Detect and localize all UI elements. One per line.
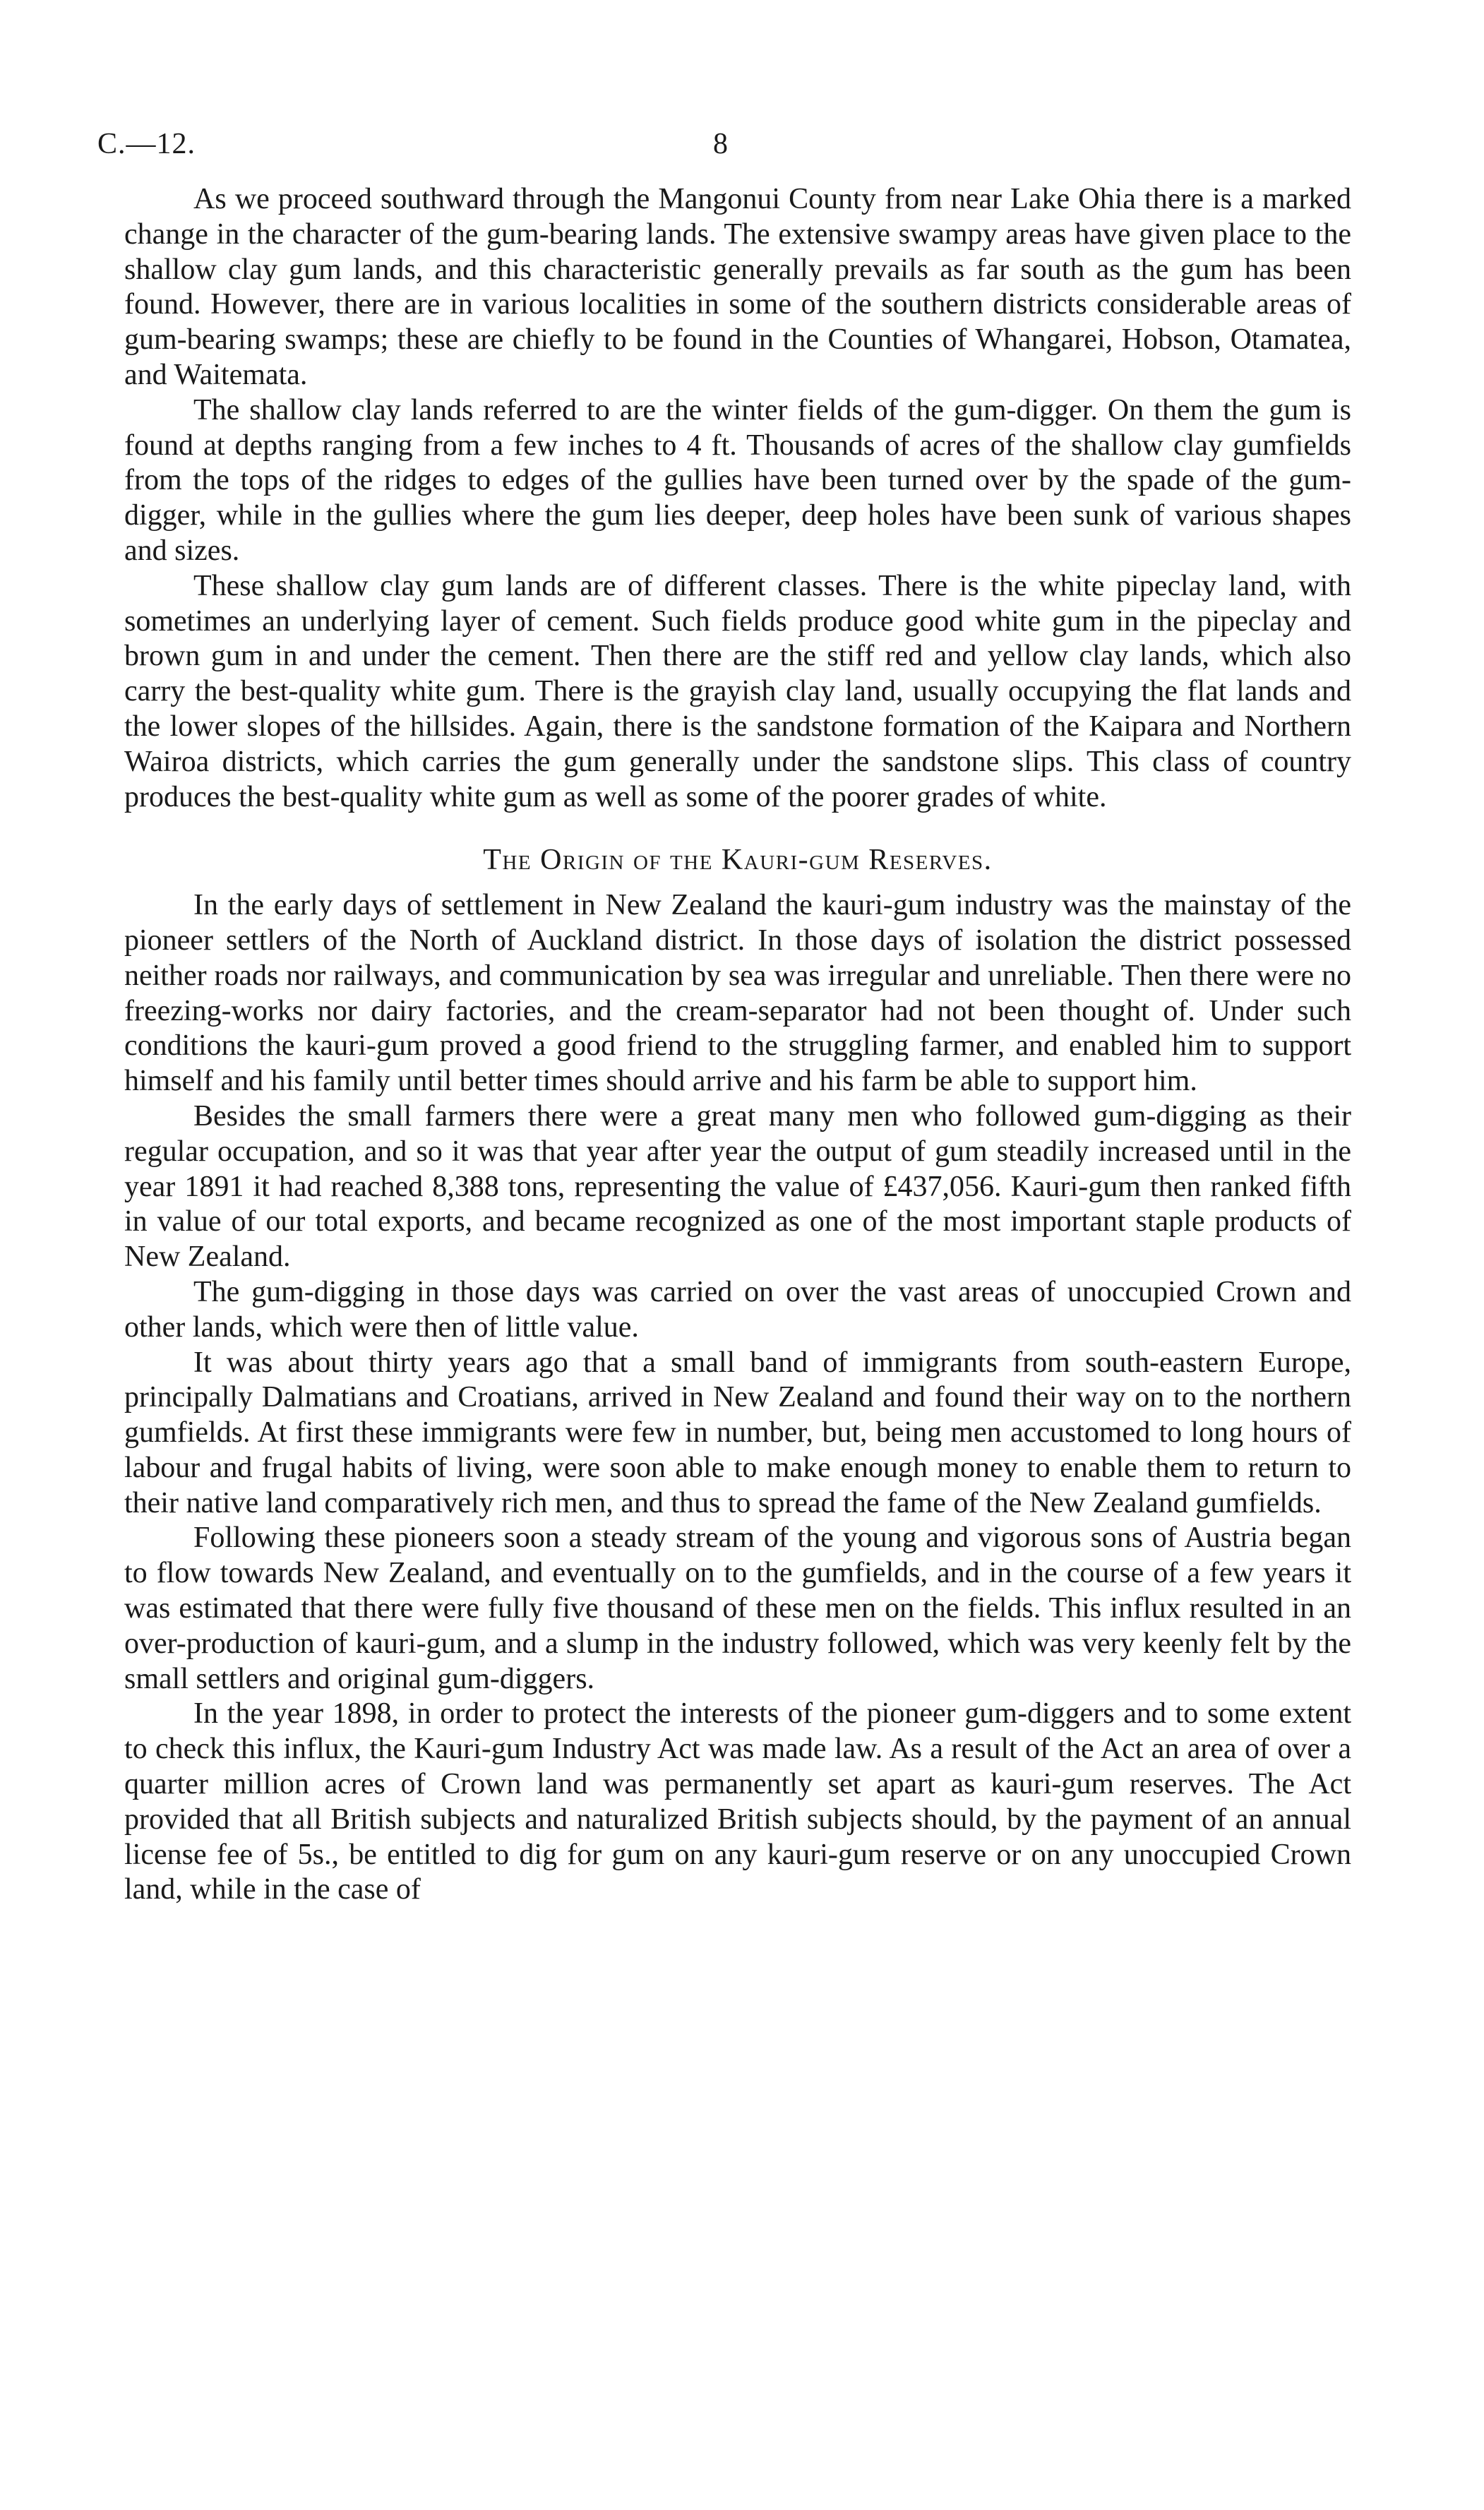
page-number: 8 [713, 128, 728, 160]
document-code: C.—12. [97, 128, 196, 160]
paragraph: It was about thirty years ago that a small band of immigrants from south-eastern Europe, principally Dalmatians and Croatians, arrived in New Zealand and found their way on to the northern gumfields. At first these immigrants were few in number, but, being men accustomed to long hours of labour and frugal habits of living, were soon able to make enough money to enable them to return to their native land comparatively rich men, and thus to spread the fame of the New Zealand gumfields. [124, 1346, 1351, 1519]
paragraph: Following these pioneers soon a steady stream of the young and vigorous sons of Austria began to flow towards New Zealand, and eventually on to the gumfields, and in the course of a few years it was estimated that there were fully five thousand of these men on the fields. This influx resulted in an over-production of kauri-gum, and a slump in the industry followed, which was very keenly felt by the small settlers and original gum-diggers. [124, 1522, 1351, 1695]
paragraph: Besides the small farmers there were a great many men who followed gum-digging as their regular occupation, and so it was that year after year the output of gum steadily increased until in the year 1891 it had reached 8,388 tons, representing the value of £437,056. Kauri-gum then ranked fifth in value of our total exports, and became recognized as one of the most important staple products of New Zealand. [124, 1099, 1351, 1274]
paragraph: These shallow clay gum lands are of different classes. There is the white pipeclay land, with sometimes an underlying layer of cement. Such fields produce good white gum in the pipeclay and brown gum in and under the cement. Then there are the stiff red and yellow clay lands, which also carry the best-quality white gum. There is the grayish clay land, usually occupying the flat lands and the lower slopes of the hillsides. Again, there is the sandstone formation of the Kaipara and Northern Wairoa districts, which carries the gum generally under the sandstone slips. This class of country produces the best-quality white gum as well as some of the poorer grades of white. [124, 569, 1351, 813]
paragraph: The gum-digging in those days was carried on over the vast areas of unoccupied Crown and other lands, which were then of little value. [124, 1275, 1351, 1344]
paragraph: In the early days of settlement in New Zealand the kauri-gum industry was the mainstay of the pioneer settlers of the North of Auckland district. In those days of isolation the district possessed neither roads nor railways, and communication by sea was irregular and unreliable. Then there were no freezing-works nor dairy factories, and the cream-separator had not been thought of. Under such conditions the kauri-gum proved a good friend to the struggling farmer, and enabled him to support himself and his family until better times should arrive and his farm be able to support him. [124, 889, 1351, 1098]
section-heading: The Origin of the Kauri-gum Reserves. [483, 844, 993, 877]
paragraph: As we proceed southward through the Mangonui County from near Lake Ohia there is a marked change in the character of the gum-bearing lands. The extensive swampy areas have given place to the shallow clay gum lands, and this characteristic generally prevails as far south as the gum has been found. However, there are in various localities in some of the southern districts considerable areas of gum-bearing swamps; these are chiefly to be found in the Counties of Whangarei, Hobson, Otamatea, and Waitemata. [124, 183, 1351, 391]
paragraph: The shallow clay lands referred to are the winter fields of the gum-digger. On them the gum is found at depths ranging from a few inches to 4 ft. Thousands of acres of the shallow clay gumfields from the tops of the ridges to edges of the gullies have been turned over by the spade of the gum-digger, while in the gullies where the gum lies deeper, deep holes have been sunk of various shapes and sizes. [124, 393, 1351, 567]
paragraph: In the year 1898, in order to protect the interests of the pioneer gum-diggers and to some extent to check this influx, the Kauri-gum Industry Act was made law. As a result of the Act an area of over a quarter million acres of Crown land was permanently set apart as kauri-gum reserves. The Act provided that all British subjects and naturalized British subjects should, by the payment of an annual license fee of 5s., be entitled to dig for gum on any kauri-gum reserve or on any unoccupied Crown land, while in the case of [124, 1697, 1351, 1906]
page-header [97, 113, 1354, 169]
body-text [124, 182, 1351, 1908]
